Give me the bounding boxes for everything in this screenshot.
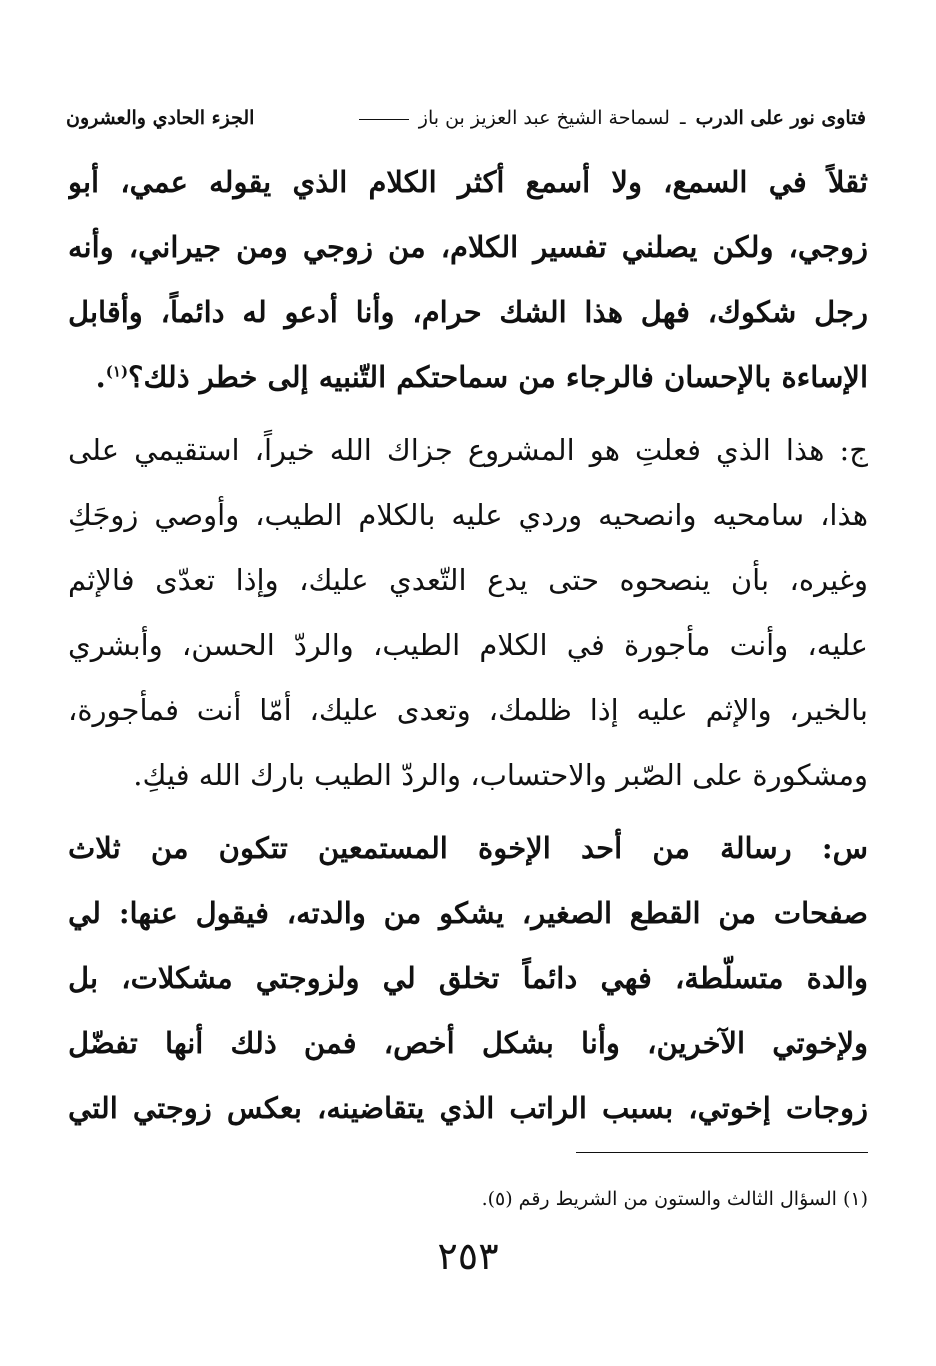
question-line-1: ثقلاً في السمع، ولا أسمع أكثر الكلام الذي يقوله عمي، أبو	[68, 165, 868, 199]
footnote-reference: (١)	[105, 362, 129, 381]
question2-line-2: صفحات من القطع الصغير، يشكو من والدته، فيقول عنها: لي	[68, 896, 868, 930]
header-rule	[359, 119, 409, 120]
answer-line-2: هذا، سامحيه وانصحيه وردي عليه بالكلام الطيب، وأوصي زوجَكِ	[68, 498, 868, 532]
answer-line-1: ج: هذا الذي فعلتِ هو المشروع جزاك الله خيراً، استقيمي على	[68, 433, 868, 467]
footnote-divider	[576, 1152, 868, 1153]
question2-line-5: زوجات إخوتي، بسبب الراتب الذي يتقاضينه، بعكس زوجتي التي	[68, 1091, 868, 1125]
header-separator: ـ	[680, 107, 686, 129]
question-line-4-end: .	[95, 360, 106, 394]
page-number: ٢٥٣	[437, 1234, 499, 1278]
question-line-2: زوجي، ولكن يصلني تفسير الكلام، من زوجي ومن جيراني، وأنه	[68, 230, 868, 264]
answer-line-4: عليه، وأنت مأجورة في الكلام الطيب، والردّ الحسن، وأبشري	[68, 628, 868, 662]
running-header	[66, 98, 866, 138]
header-left-group	[355, 107, 866, 129]
author-name: لسماحة الشيخ عبد العزيز بن باز	[418, 107, 670, 129]
main-text	[68, 150, 868, 1141]
answer-line-6: ومشكورة على الصّبر والاحتساب، والردّ الطيب بارك الله فيكِ.	[133, 758, 868, 792]
answer-line-3: وغيره، بأن ينصحوه حتى يدع التّعدي عليك، وإذا تعدّى فالإثم	[68, 563, 868, 597]
question-line-4-text: الإساءة بالإحسان فالرجاء من سماحتكم التّنبيه إلى خطر ذلك؟	[128, 360, 868, 394]
question-line-3: رجل شكوك، فهل هذا الشك حرام، وأنا أدعو له دائماً، وأقابل	[68, 295, 868, 329]
book-title: فتاوى نور على الدرب	[695, 107, 866, 129]
footnote: (١) السؤال الثالث والستون من الشريط رقم (٥).	[481, 1188, 868, 1210]
answer-line-5: بالخير، والإثم عليه إذا ظلمك، وتعدى عليك، أمّا أنت فمأجورة،	[68, 693, 868, 727]
question-line-4	[68, 345, 868, 410]
question2-line-3: والدة متسلّطة، فهي دائماً تخلق لي ولزوجتي مشكلات، بل	[68, 961, 868, 995]
volume-part: الجزء الحادي والعشرون	[66, 107, 255, 129]
question2-line-4: ولإخوتي الآخرين، وأنا بشكل أخص، فمن ذلك أنها تفضّل	[68, 1026, 868, 1060]
question2-line-1: س: رسالة من أحد الإخوة المستمعين تتكون من ثلاث	[68, 831, 868, 865]
